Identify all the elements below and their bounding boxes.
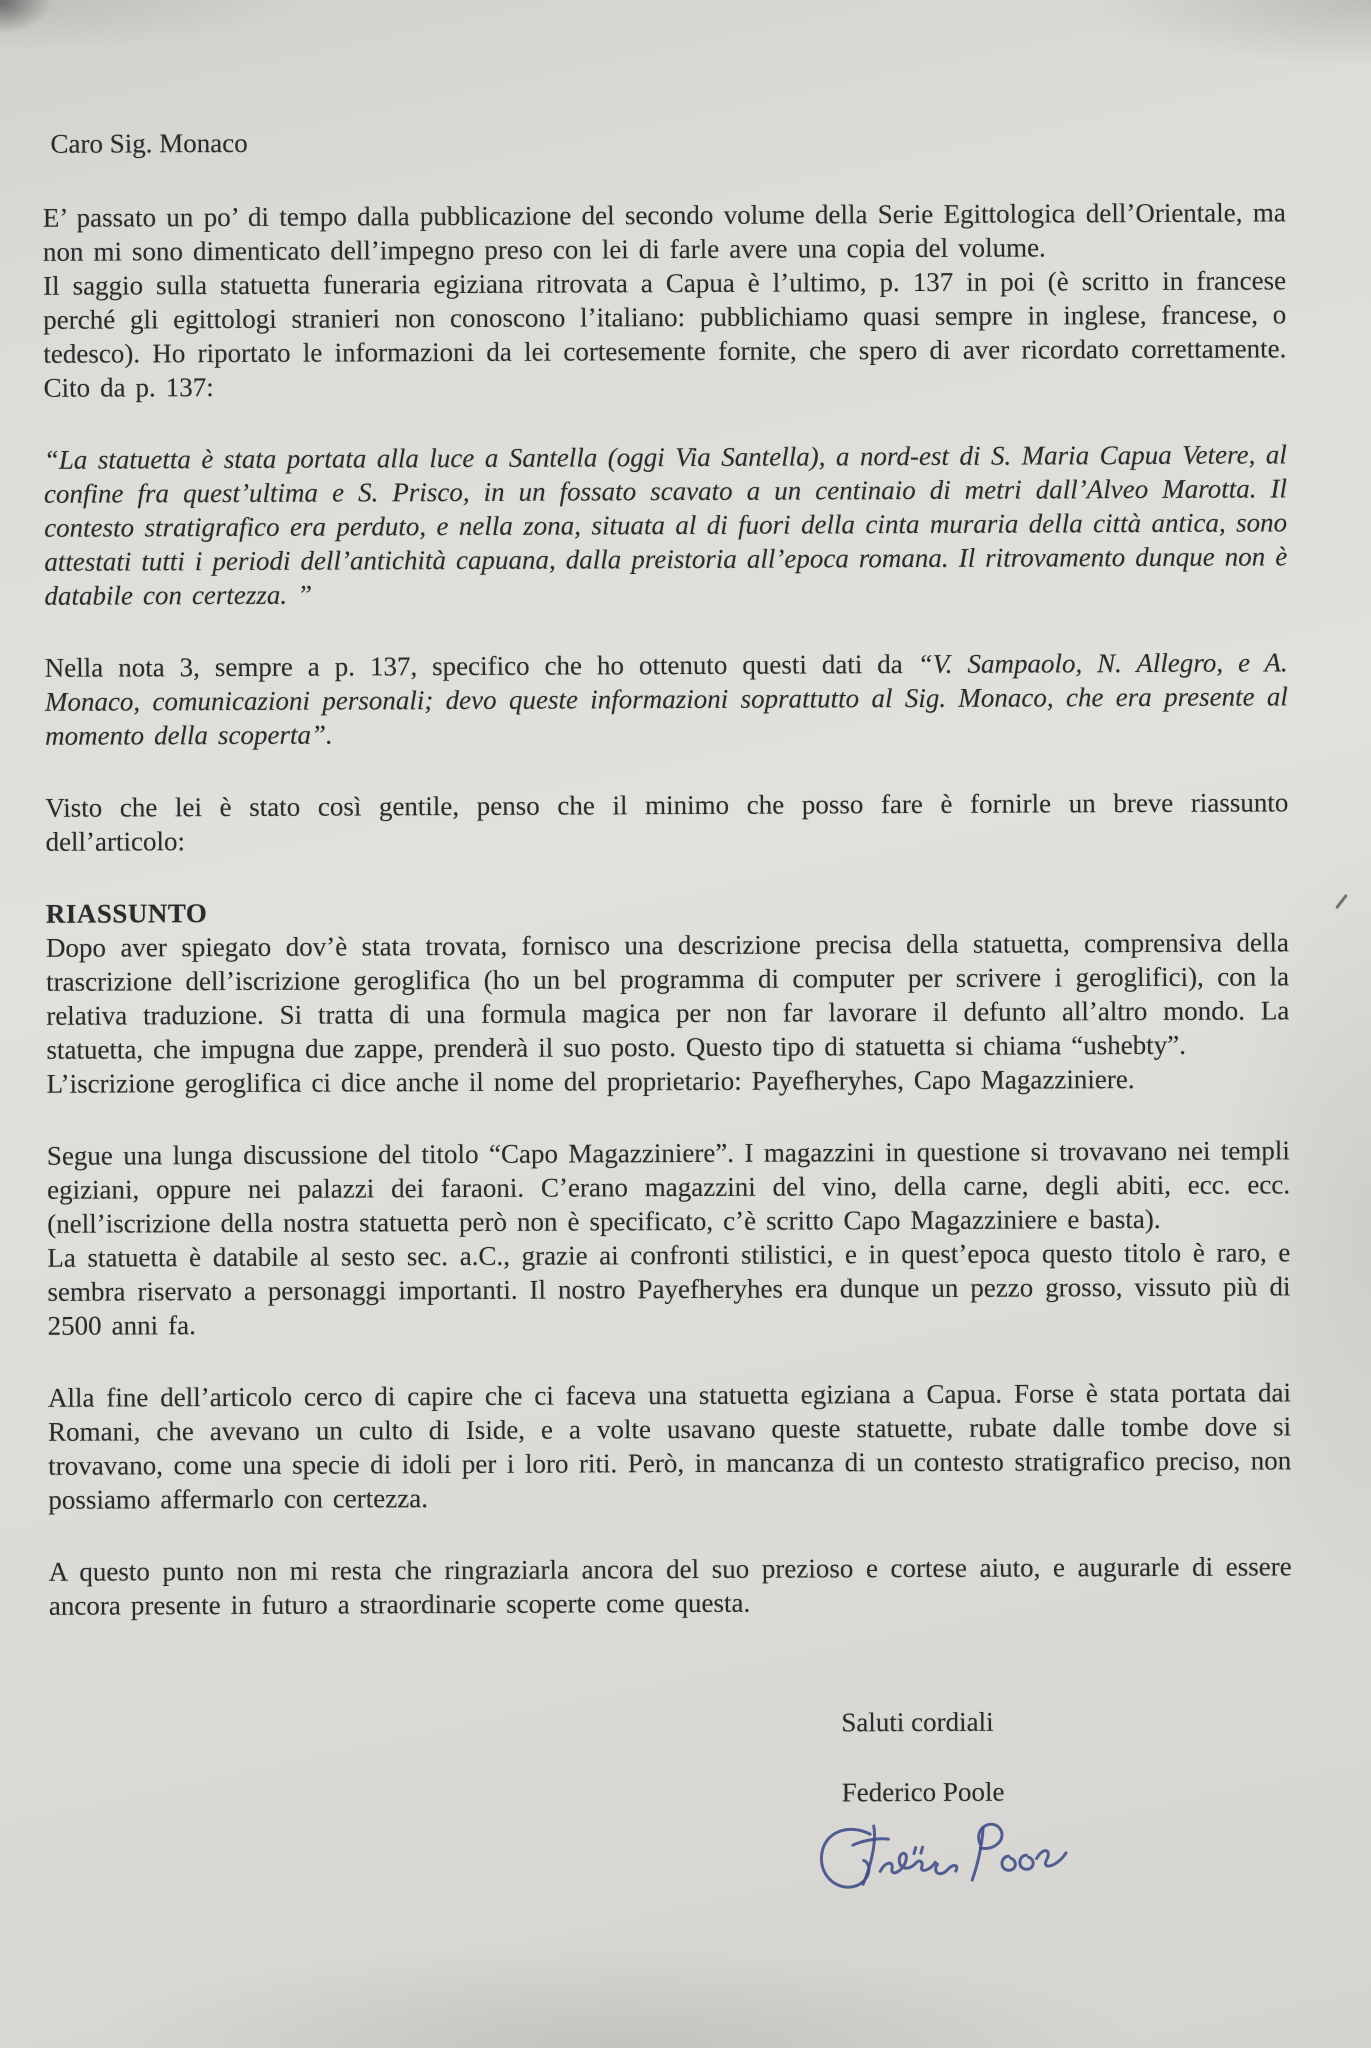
paragraph-descrizione: Dopo aver spiegato dov’è stata trovata, fornisco una descrizione precisa della statuetta, comprensiva della trascrizione dell’iscrizione geroglifica (ho un bel programma di computer per scrivere i geroglifici), con la relativa traduzione. Si tratta di una formula magica per non far lavorare il defunto all’altro mondo. La statuetta, che impugna due zappe, prenderà il suo posto. Questo tipo di statuetta si chiama “ushebty”. bbox=[45, 927, 1290, 1065]
paragraph-intro: E’ passato un po’ di tempo dalla pubblicazione del secondo volume della Serie Egittologica dell’Orientale, ma non mi sono dimenticato dell’impegno preso con lei di farle avere una copia del volume. bbox=[42, 197, 1286, 267]
salutation: Caro Sig. Monaco bbox=[50, 127, 248, 159]
paragraph-datazione: La statuetta è databile al sesto sec. a.C., grazie ai confronti stilistici, e in quest’epoca questo titolo è raro, e sembra riservato a personaggi importanti. Il nostro Payefheryhes era dunque un pezzo grosso, vissuto più di 2500 anni fa. bbox=[47, 1237, 1291, 1341]
signature-handwriting bbox=[812, 1808, 1074, 1904]
closing-salutation: Saluti cordiali bbox=[841, 1706, 994, 1738]
letter-body bbox=[43, 195, 1292, 1622]
paragraph-proprietario: L’iscrizione geroglifica ci dice anche il nome del proprietario: Payefheryhes, Capo Magazziniere. bbox=[46, 1064, 1135, 1099]
heading-riassunto: RIASSUNTO bbox=[45, 898, 208, 929]
paragraph-conclusione: Alla fine dell’articolo cerco di capire che ci faceva una statuetta egiziana a Capua. Forse è stata portata dai Romani, che avevano un culto di Iside, e a volte usavano queste statuette, rubate dalle tombe dove si trovavano, come una specie di idoli per i loro riti. Però, in mancanza di un contesto stratigrafico preciso, non possiamo affermarlo con certezza. bbox=[47, 1377, 1292, 1515]
paragraph-visto: Visto che lei è stato così gentile, penso che il minimo che posso fare è fornirle un breve riassunto dell’articolo: bbox=[45, 787, 1289, 857]
paragraph-nota-3: Nella nota 3, sempre a p. 137, specifico che ho ottenuto questi dati da “V. Sampaolo, N. Allegro, e A. Monaco, comunicazioni personali; devo queste informazioni soprattutto al Sig. Monaco, che era presente al momento della scoperta”. bbox=[44, 647, 1288, 751]
closing-block bbox=[841, 1703, 1293, 1897]
paragraph-quote-p137: “La statuetta è stata portata alla luce a Santella (oggi Via Santella), a nord-est di S. Maria Capua Vetere, al confine fra quest’ultima e S. Prisco, in un fossato scavato a un centinaio di metri dall’Alveo Marotta. Il contesto stratigrafico era perduto, e nella zona, situata al di fuori della cinta muraria della città antica, sono attestati tutti i periodi dell’antichità capuana, dalla preistoria all’epoca romana. Il ritrovamento dunque non è databile con certezza. ” bbox=[43, 439, 1288, 611]
paragraph-magazziniere: Segue una lunga discussione del titolo “Capo Magazziniere”. I magazzini in questione si trovavano nei templi egiziani, oppure nei palazzi dei faraoni. C’erano magazzini del vino, della carne, degli abiti, ecc. ecc. (nell’iscrizione della nostra statuetta però non è specificato, c’è scritto Capo Magazziniere e basta). bbox=[46, 1135, 1291, 1239]
signer-name: Federico Poole bbox=[841, 1776, 1005, 1808]
paragraph-saggio: Il saggio sulla statuetta funeraria egiziana ritrovata a Capua è l’ultimo, p. 137 in poi (è scritto in francese perché gli egittologi stranieri non conoscono l’italiano: pubblichiamo quasi sempre in inglese, francese, o tedesco). Ho riportato le informazioni da lei cortesemente fornite, che spero di aver ricordato correttamente. Cito da p. 137: bbox=[43, 265, 1287, 403]
paragraph-ringraziamento: A questo punto non mi resta che ringraziarla ancora del suo prezioso e cortese aiuto, e augurarle di essere ancora presente in futuro a straordinarie scoperte come questa. bbox=[48, 1551, 1292, 1621]
